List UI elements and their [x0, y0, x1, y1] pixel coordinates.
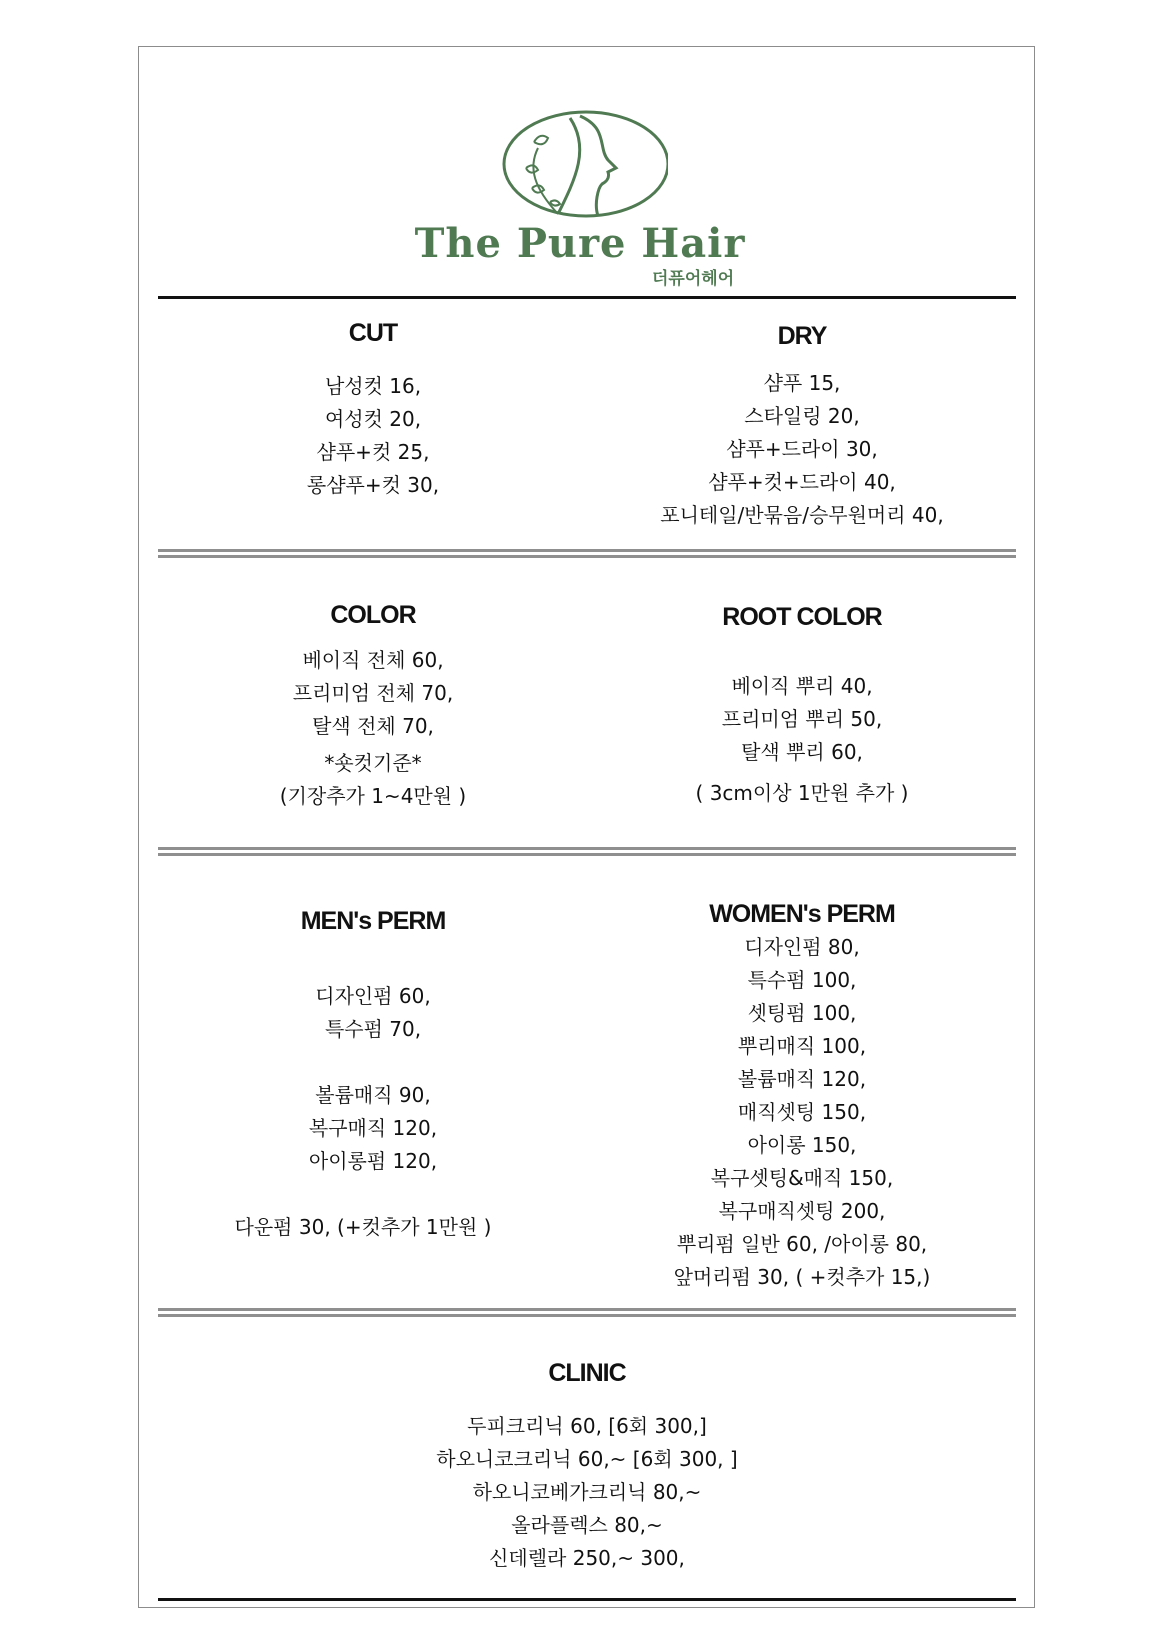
price-item: 복구매직셋팅 200, — [718, 1199, 886, 1223]
section-divider — [158, 847, 1016, 856]
womens-perm-section — [588, 897, 1016, 1294]
price-item: 앞머리펌 30, ( +컷추가 15,) — [673, 1265, 931, 1289]
root-color-section — [588, 600, 1016, 810]
mens-perm-title: MEN's PERM — [300, 907, 446, 935]
color-title: COLOR — [330, 601, 416, 629]
price-item: 여성컷 20, — [324, 407, 422, 431]
price-item: 샴푸+드라이 30, — [726, 437, 878, 461]
price-item: 뿌리펌 일반 60, /아이롱 80, — [676, 1232, 928, 1256]
cut-title: CUT — [348, 319, 398, 347]
clinic-title: CLINIC — [548, 1359, 626, 1387]
price-item: 샴푸+컷+드라이 40, — [708, 470, 896, 494]
price-item: 포니테일/반묶음/승무원머리 40, — [660, 503, 944, 527]
price-item: 탈색 뿌리 60, — [741, 740, 863, 764]
price-item: 특수펌 100, — [747, 968, 857, 992]
price-item: 복구셋팅&매직 150, — [710, 1166, 894, 1190]
price-item: 아이롱펌 120, — [308, 1149, 438, 1173]
color-section — [158, 598, 588, 813]
top-divider — [158, 296, 1016, 299]
color-note: *숏컷기준* — [324, 751, 422, 775]
price-item: 베이직 뿌리 40, — [731, 674, 873, 698]
price-item: 샴푸 15, — [763, 371, 841, 395]
price-item: 볼륨매직 90, — [315, 1083, 431, 1107]
price-item: 하오니코베가크리닉 80,~ — [472, 1480, 702, 1504]
price-item: 매직셋팅 150, — [737, 1100, 867, 1124]
price-item: 신데렐라 250,~ 300, — [489, 1546, 685, 1570]
price-item: 복구매직 120, — [308, 1116, 438, 1140]
price-item: 올라플렉스 80,~ — [511, 1513, 663, 1537]
root-color-note: ( 3cm이상 1만원 추가 ) — [695, 781, 909, 805]
price-item: 디자인펌 60, — [315, 984, 431, 1008]
section-divider — [158, 549, 1016, 558]
price-item: 샴푸+컷 25, — [316, 440, 430, 464]
cut-section — [158, 316, 588, 502]
price-item: 하오니코크리닉 60,~ [6회 300, ] — [436, 1447, 738, 1471]
price-item: 아이롱 150, — [747, 1133, 857, 1157]
brand-logo — [360, 108, 800, 289]
down-perm-note: 다운펌 30, (+컷추가 1만원 ) — [234, 1215, 492, 1239]
price-item: 프리미엄 뿌리 50, — [721, 707, 883, 731]
price-item: 프리미엄 전체 70, — [292, 681, 454, 705]
price-item: 특수펌 70, — [324, 1017, 422, 1041]
price-item: 볼륨매직 120, — [737, 1067, 867, 1091]
section-divider — [158, 1308, 1016, 1317]
clinic-section — [158, 1356, 1016, 1575]
root-color-title: ROOT COLOR — [722, 603, 882, 631]
brand-name: The Pure Hair — [414, 220, 746, 267]
mens-perm-section — [158, 904, 588, 1244]
price-item: 뿌리매직 100, — [737, 1034, 867, 1058]
price-item: 스타일링 20, — [744, 404, 860, 428]
price-item: 디자인펌 80, — [744, 935, 860, 959]
dry-title: DRY — [777, 322, 827, 350]
price-item: 탈색 전체 70, — [312, 714, 434, 738]
bottom-divider — [158, 1598, 1016, 1601]
price-item: 롱샴푸+컷 30, — [306, 473, 440, 497]
price-item: 남성컷 16, — [324, 374, 422, 398]
price-item: 베이직 전체 60, — [302, 648, 444, 672]
womens-perm-title: WOMEN's PERM — [709, 900, 895, 928]
price-item: 두피크리닉 60, [6회 300,] — [467, 1414, 707, 1438]
price-item: 셋팅펌 100, — [747, 1001, 857, 1025]
color-length-note: (기장추가 1~4만원 ) — [279, 784, 467, 808]
woman-profile-logo-icon — [498, 108, 668, 220]
brand-name-korean: 더퓨어헤어 — [652, 269, 735, 289]
dry-section — [588, 319, 1016, 532]
